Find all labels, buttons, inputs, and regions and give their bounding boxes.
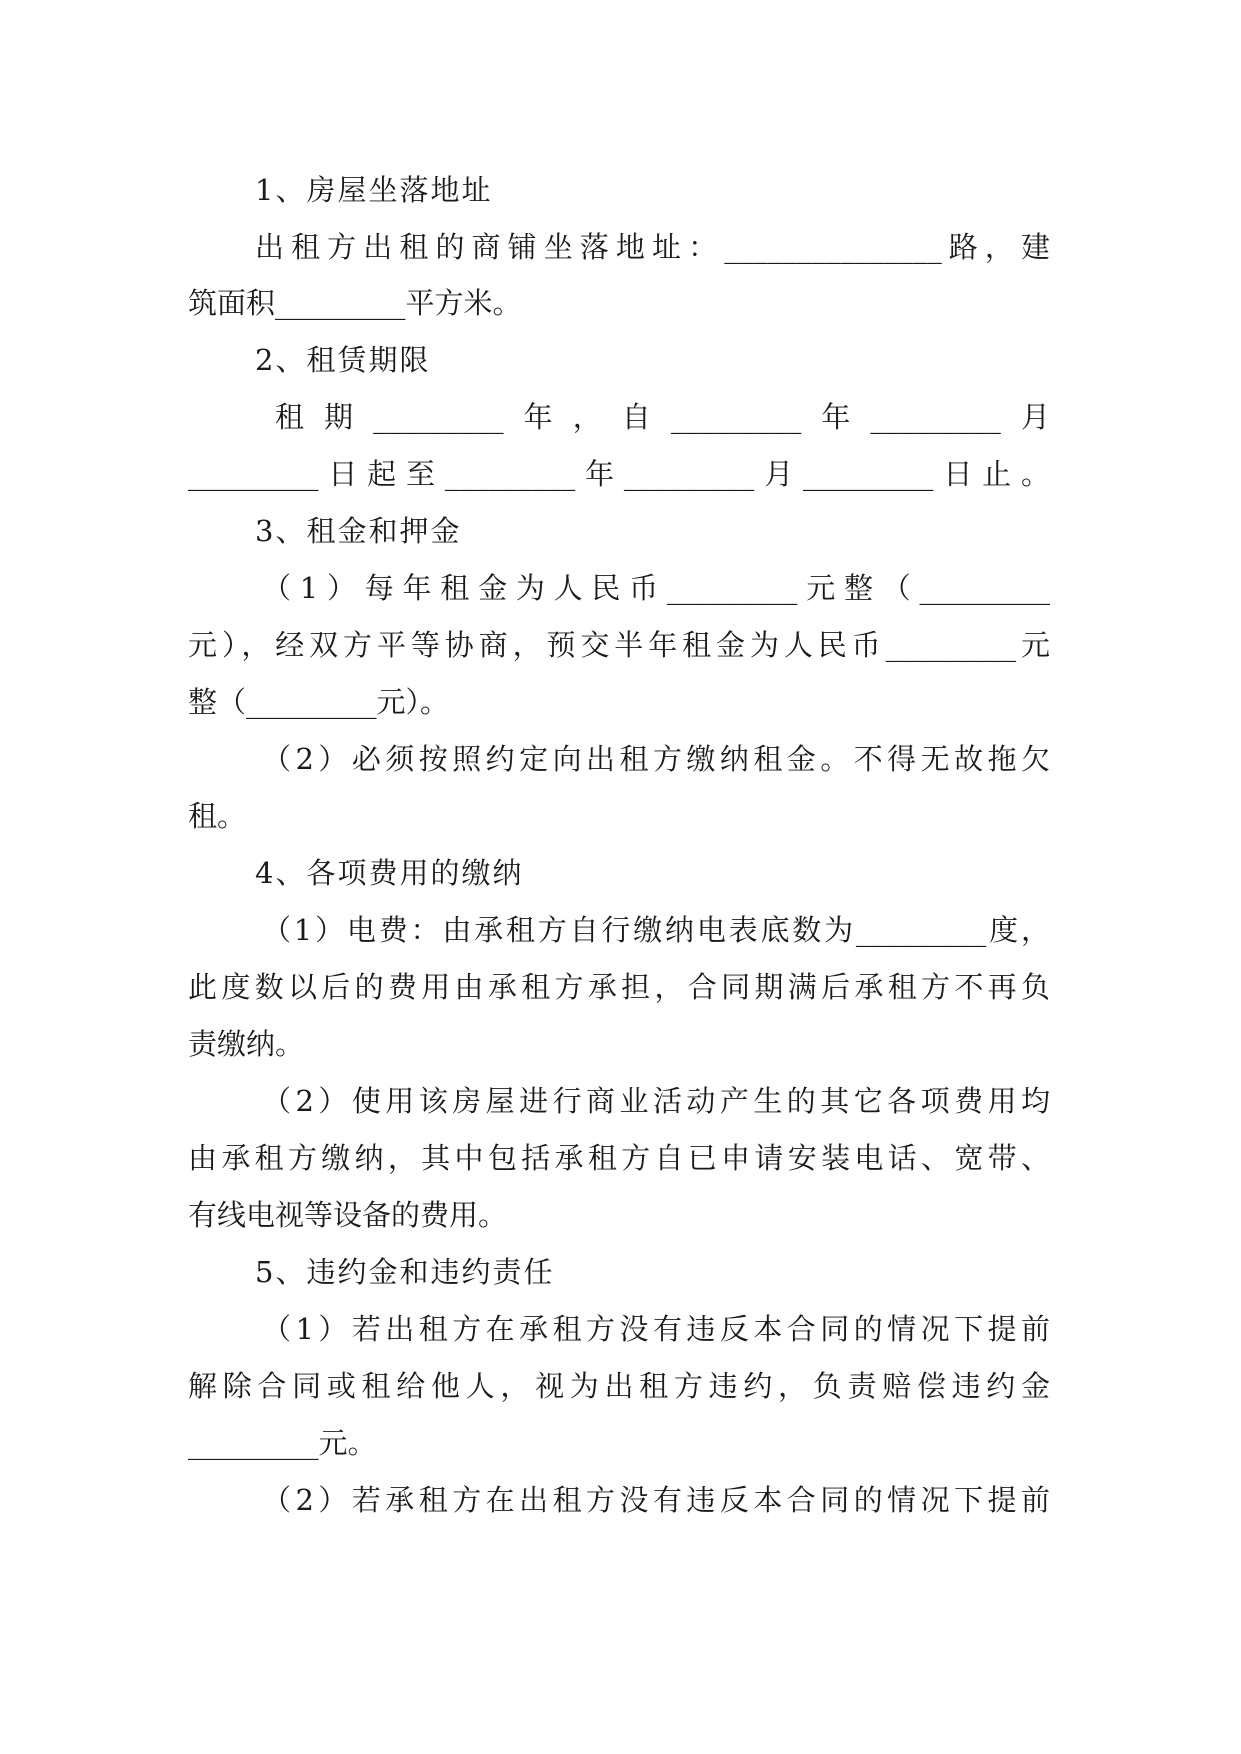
paragraph-line: 筑面积_________平方米。: [188, 286, 522, 320]
paragraph-line: 有线电视等设备的费用。: [188, 1198, 508, 1232]
paragraph-line: 此度数以后的费用由承租方承担，合同期满后承租方不再负: [188, 970, 1050, 1004]
paragraph-line: 由承租方缴纳，其中包括承租方自已申请安装电话、宽带、: [188, 1141, 1050, 1175]
section-heading-1: 1、房屋坐落地址: [255, 173, 493, 207]
paragraph-line: （2）必须按照约定向出租方缴纳租金。不得无故拖欠: [262, 742, 1050, 776]
paragraph-line: 租期_________年，自_________年_________月: [275, 400, 1050, 434]
section-heading-2: 2、租赁期限: [255, 343, 431, 377]
section-heading-5: 5、违约金和违约责任: [255, 1255, 555, 1289]
section-heading-3: 3、租金和押金: [255, 514, 462, 548]
paragraph-line: （1）若出租方在承租方没有违反本合同的情况下提前: [262, 1312, 1050, 1346]
paragraph-line: 出租方出租的商铺坐落地址：_______________路，建: [255, 230, 1050, 264]
paragraph-line: 解除合同或租给他人，视为出租方违约，负责赔偿违约金: [188, 1369, 1050, 1403]
paragraph-line: （1）电费：由承租方自行缴纳电表底数为_________度，: [262, 913, 1050, 947]
paragraph-line: 元），经双方平等协商，预交半年租金为人民币_________元: [188, 628, 1050, 662]
section-heading-4: 4、各项费用的缴纳: [255, 856, 524, 890]
paragraph-line: _________元。: [188, 1426, 377, 1460]
paragraph-line: （1）每年租金为人民币_________元整（_________: [262, 571, 1050, 605]
paragraph-line: （2）若承租方在出租方没有违反本合同的情况下提前: [262, 1483, 1050, 1517]
paragraph-line: 责缴纳。: [188, 1027, 305, 1061]
paragraph-line: 租。: [188, 799, 247, 833]
paragraph-line: （2）使用该房屋进行商业活动产生的其它各项费用均: [262, 1084, 1050, 1118]
paragraph-line: _________日起至_________年_________月_________日止。: [188, 457, 1050, 491]
paragraph-line: 整（_________元）。: [188, 685, 450, 719]
